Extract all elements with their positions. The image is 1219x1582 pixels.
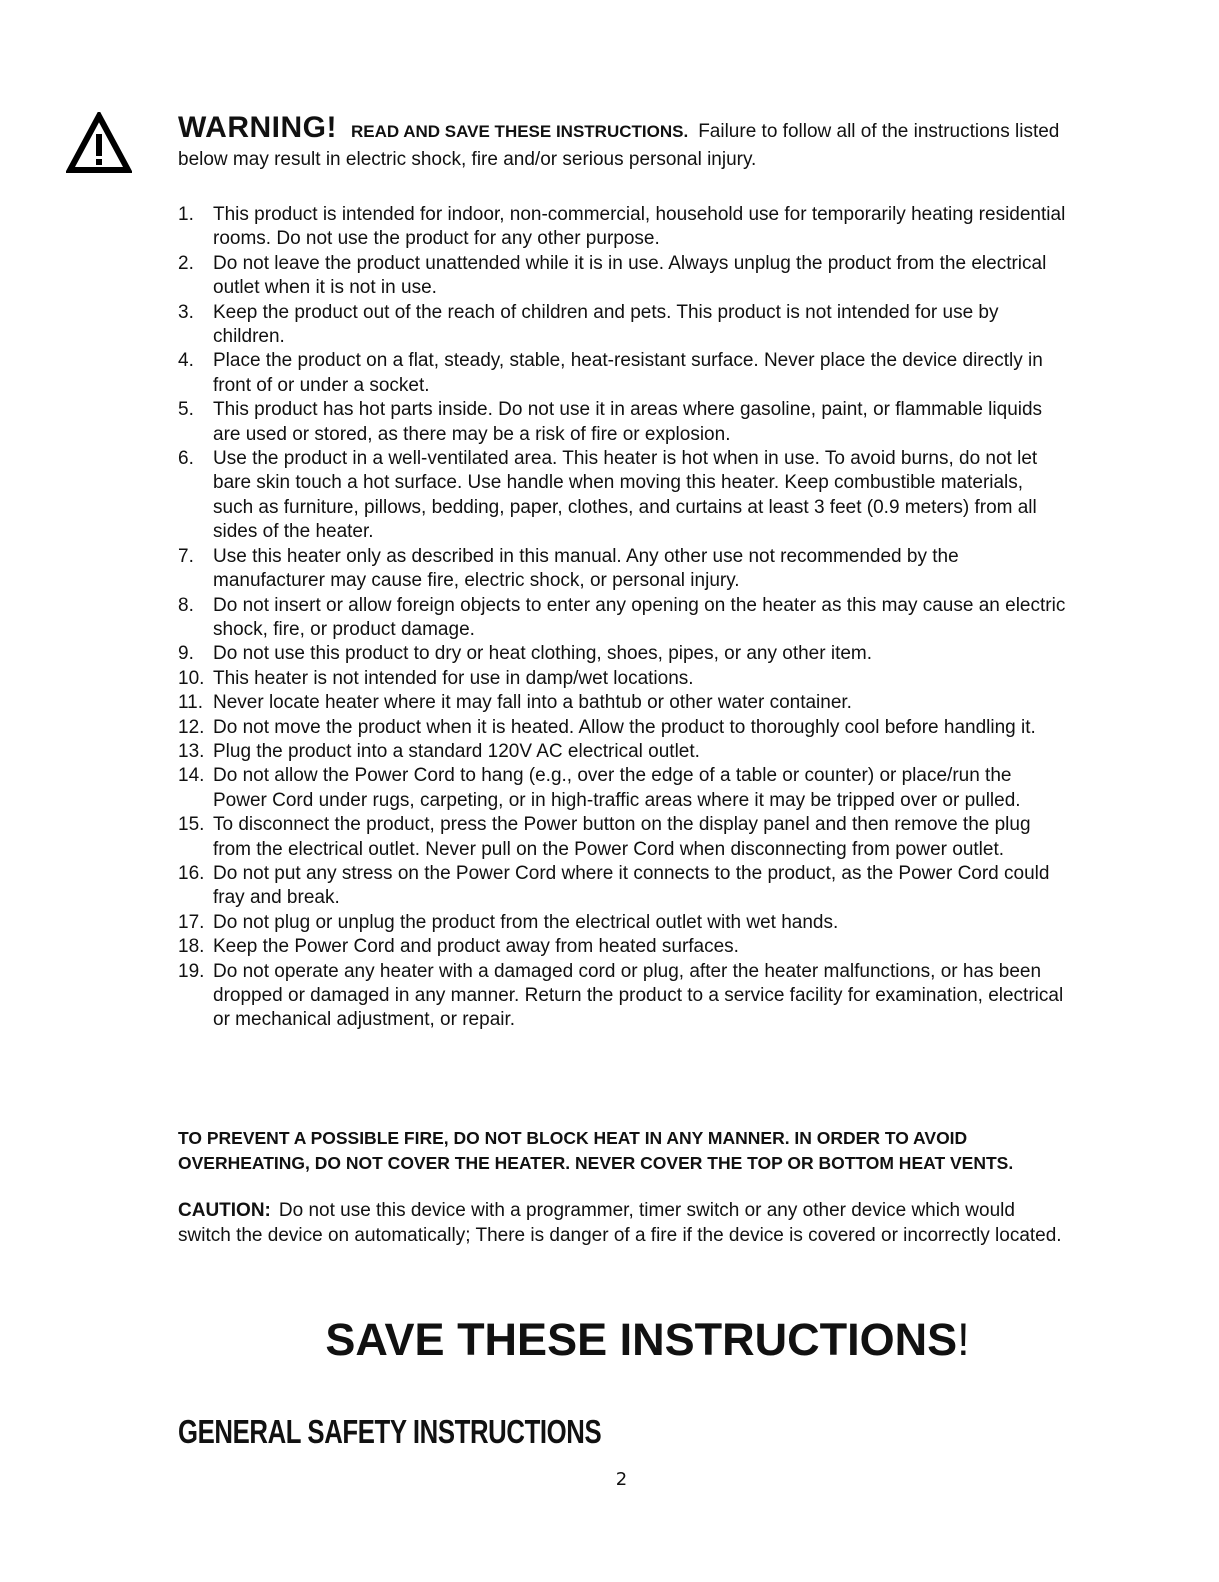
list-item-number: 13. — [178, 740, 205, 762]
warning-triangle-icon — [66, 112, 132, 174]
list-item — [178, 960, 1068, 1033]
section-heading: GENERAL SAFETY INSTRUCTIONS — [178, 1413, 602, 1450]
list-item — [178, 935, 1068, 959]
list-item-number: 9. — [178, 643, 194, 665]
list-item-text: Do not leave the product unattended while it is in use. Always unplug the product from the electrical outlet when it is not in use. — [213, 252, 1047, 299]
list-item-text: To disconnect the product, press the Power button on the display panel and then remove the plug from the electrical outlet. Never pull on the Power Cord when disconnecting from power outlet. — [213, 814, 1031, 860]
list-item-number: 11. — [178, 692, 204, 714]
list-item-number: 12. — [178, 716, 205, 738]
caution-paragraph — [178, 1199, 1068, 1248]
list-item — [178, 764, 1068, 813]
list-item-text: Keep the product out of the reach of children and pets. This product is not intended for use by children. — [213, 301, 999, 348]
fire-prevention-notice: TO PREVENT A POSSIBLE FIRE, DO NOT BLOCK HEAT IN ANY MANNER. IN ORDER TO AVOID OVERHEATING, DO NOT COVER THE HEATER. NEVER COVER THE TOP OR BOTTOM HEAT VENTS. — [178, 1128, 1014, 1173]
list-item-number: 6. — [178, 448, 194, 470]
list-item — [178, 911, 1068, 935]
list-item-text: Never locate heater where it may fall into a bathtub or other water container. — [213, 692, 852, 714]
list-item — [178, 813, 1068, 862]
warning-intro: Failure to follow all of the instructions listed below may result in electric shock, fire and/or serious personal injury. — [178, 121, 1060, 170]
list-item-text: Do not put any stress on the Power Cord where it connects to the product, as the Power Cord could fray and break. — [213, 862, 1050, 909]
list-item-number: 19. — [178, 960, 205, 982]
list-item-text: Do not plug or unplug the product from the electrical outlet with wet hands. — [213, 911, 839, 933]
caution-text: Do not use this device with a programmer, timer switch or any other device which would switch the device on automatically; There is danger of a fire if the device is covered or incorrectly located. — [178, 1200, 1062, 1246]
list-item — [178, 667, 1068, 691]
list-item-text: Plug the product into a standard 120V AC electrical outlet. — [213, 740, 700, 762]
list-item — [178, 691, 1068, 715]
list-item-text: This product is intended for indoor, non-commercial, household use for temporarily heating residential rooms. Do not use the product for any other purpose. — [213, 204, 1066, 250]
save-heading-suffix: ! — [957, 1314, 970, 1365]
list-item-text: Do not operate any heater with a damaged cord or plug, after the heater malfunctions, or has been dropped or damaged in any manner. Return the product to a service facility for examination, electrical or mechanical adjustment, or repair. — [213, 960, 1064, 1031]
list-item-number: 10. — [178, 667, 205, 689]
list-item-number: 1. — [178, 204, 194, 225]
list-item — [178, 740, 1068, 764]
list-item-number: 14. — [178, 765, 205, 787]
list-item-text: Use this heater only as described in this manual. Any other use not recommended by the manufacturer may cause fire, electric shock, or personal injury. — [213, 545, 959, 592]
list-item — [178, 398, 1068, 447]
list-item — [178, 594, 1068, 643]
caution-label: CAUTION: — [178, 1200, 271, 1221]
list-item — [178, 642, 1068, 666]
list-item-number: 4. — [178, 350, 194, 372]
list-item-number: 3. — [178, 301, 194, 323]
list-item — [178, 301, 1068, 350]
list-item-number: 18. — [178, 936, 205, 958]
list-item-text: Do not move the product when it is heated. Allow the product to thoroughly cool before handling it. — [213, 716, 1036, 738]
list-item — [178, 716, 1068, 740]
list-item — [178, 203, 1068, 252]
save-heading-text: SAVE THESE INSTRUCTIONS — [325, 1314, 958, 1365]
save-instructions-heading — [0, 1312, 1219, 1368]
list-item — [178, 252, 1068, 301]
list-item-number: 8. — [178, 594, 194, 616]
list-item-text: This product has hot parts inside. Do not use it in areas where gasoline, paint, or flammable liquids are used or stored, as there may be a risk of fire or explosion. — [213, 399, 1043, 445]
page-number: 2 — [615, 1469, 628, 1490]
list-item — [178, 545, 1068, 594]
warning-subtitle: READ AND SAVE THESE INSTRUCTIONS. — [350, 122, 689, 141]
list-item-text: Do not insert or allow foreign objects to enter any opening on the heater as this may cause an electric shock, fire, or product damage. — [213, 594, 1066, 640]
list-item-number: 17. — [178, 911, 205, 933]
list-item-number: 15. — [178, 814, 205, 836]
list-item-number: 7. — [178, 545, 194, 567]
list-item — [178, 349, 1068, 398]
list-item-text: Do not use this product to dry or heat clothing, shoes, pipes, or any other item. — [213, 643, 873, 665]
warning-block — [178, 111, 1068, 174]
warning-title: WARNING! — [178, 111, 337, 144]
list-item — [178, 447, 1068, 545]
list-item-number: 16. — [178, 862, 205, 884]
list-item-text: Keep the Power Cord and product away from heated surfaces. — [213, 936, 739, 958]
list-item-number: 2. — [178, 252, 194, 274]
list-item-text: This heater is not intended for use in damp/wet locations. — [213, 667, 694, 689]
instructions-list — [178, 203, 1068, 1033]
list-item-text: Do not allow the Power Cord to hang (e.g., over the edge of a table or counter) or place/run the Power Cord under rugs, carpeting, or in high-traffic areas where it may be tripped over or pulled. — [213, 765, 1021, 811]
list-item-number: 5. — [178, 399, 194, 421]
list-item-text: Place the product on a flat, steady, stable, heat-resistant surface. Never place the device directly in front of or under a socket. — [213, 350, 1043, 396]
list-item — [178, 862, 1068, 911]
list-item-text: Use the product in a well-ventilated area. This heater is hot when in use. To avoid burns, do not let bare skin touch a hot surface. Use handle when moving this heater. Keep combustible materials, such as furniture, pillows, bedding, paper, clothes, and curtains at least 3 feet (0.9 meters) from all sides of the heater. — [213, 448, 1038, 543]
